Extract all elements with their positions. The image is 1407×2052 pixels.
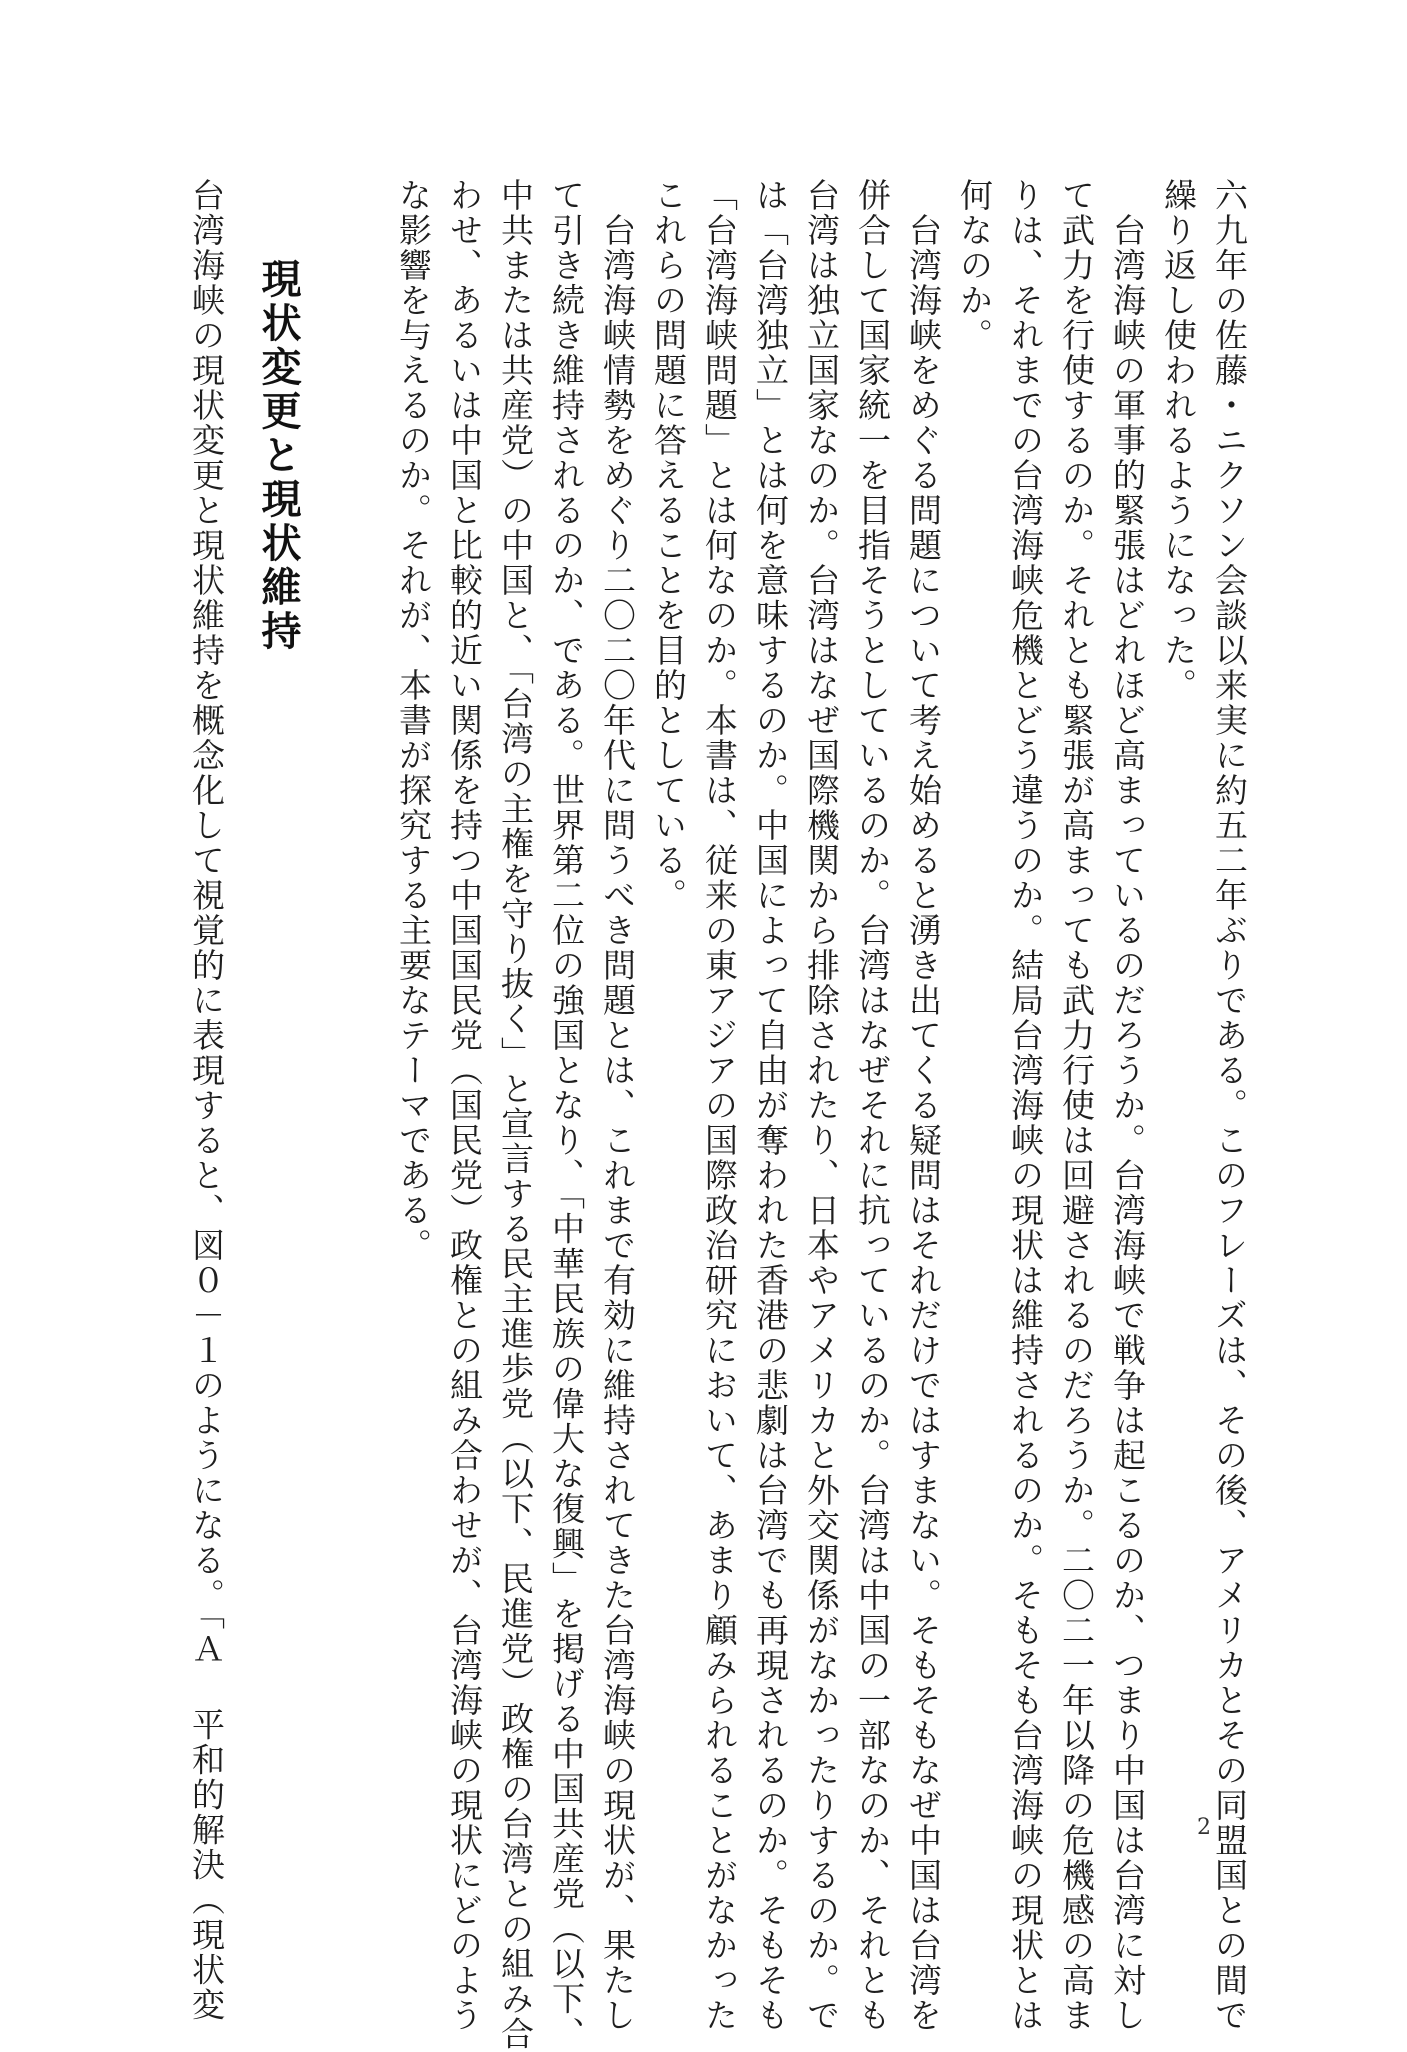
text-line-8: 併合して国家統一を目指そうとしているのか。台湾はなぜそれに抗っているのか。台湾は中国の一部なのか、それとも bbox=[853, 178, 892, 2033]
text-line-2: 繰り返し使われるようになった。 bbox=[1159, 178, 1198, 703]
text-line-7: 台湾海峡をめぐる問題について考え始めると湧き出てくる疑問はそれだけではすまない。そもそもなぜ中国は台湾を bbox=[904, 178, 943, 2033]
text-line-11: 「台湾海峡問題」とは何なのか。本書は、従来の東アジアの国際政治研究において、あまり顧みられることがなかった bbox=[700, 178, 739, 2033]
text-line-15: 中共または共産党）の中国と、「台湾の主権を守り抜く」と宣言する民主進歩党（以下、民進党）政権の台湾との組み合 bbox=[496, 178, 535, 2052]
text-line-6: 何なのか。 bbox=[955, 178, 994, 353]
section-heading: 現状変更と現状維持 bbox=[255, 258, 301, 654]
text-line-5: りは、それまでの台湾海峡危機とどう違うのか。結局台湾海峡の現状は維持されるのか。そもそも台湾海峡の現状とは bbox=[1006, 178, 1045, 2033]
text-line-14: て引き続き維持されるのか、である。世界第二位の強国となり、「中華民族の偉大な復興」を掲げる中国共産党（以下、 bbox=[547, 178, 586, 2052]
text-line-16: わせ、あるいは中国と比較的近い関係を持つ中国国民党（国民党）政権との組み合わせが、台湾海峡の現状にどのよう bbox=[445, 178, 484, 2033]
text-line-1: 六九年の佐藤・ニクソン会談以来実に約五二年ぶりである。このフレーズは、その後、アメリカとその同盟国との間で bbox=[1210, 178, 1249, 2033]
text-line-3: 台湾海峡の軍事的緊張はどれほど高まっているのだろうか。台湾海峡で戦争は起こるのか、つまり中国は台湾に対し bbox=[1108, 178, 1147, 2033]
text-line-13: 台湾海峡情勢をめぐり二〇二〇年代に問うべき問題とは、これまで有効に維持されてきた台湾海峡の現状が、果たし bbox=[598, 178, 637, 2033]
text-line-18: 台湾海峡の現状変更と現状維持を概念化して視覚的に表現すると、図０－１のようになる。「Ａ 平和的解決（現状変 bbox=[187, 178, 226, 2023]
page-number: 2 bbox=[1197, 1815, 1211, 1840]
text-line-12: これらの問題に答えることを目的としている。 bbox=[649, 178, 688, 913]
text-line-4: て武力を行使するのか。それとも緊張が高まっても武力行使は回避されるのだろうか。二〇二一年以降の危機感の高ま bbox=[1057, 178, 1096, 2033]
text-line-10: は「台湾独立」とは何を意味するのか。中国によって自由が奪われた香港の悲劇は台湾でも再現されるのか。そもそも bbox=[751, 178, 790, 2033]
text-line-17: な影響を与えるのか。それが、本書が探究する主要なテーマである。 bbox=[394, 178, 433, 1263]
text-line-9: 台湾は独立国家なのか。台湾はなぜ国際機関から排除されたり、日本やアメリカと外交関係がなかったりするのか。で bbox=[802, 178, 841, 2033]
